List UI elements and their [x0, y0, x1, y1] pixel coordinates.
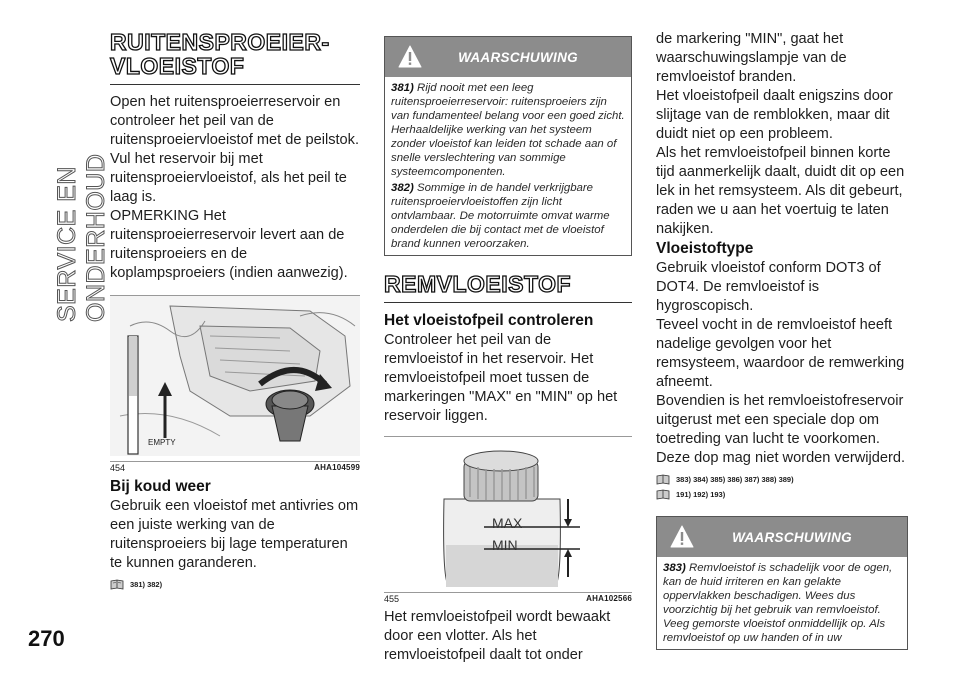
figure-454: [110, 295, 360, 475]
book-icon: [656, 474, 670, 485]
paragraph: Bovendien is het remvloeistofreservoir uitgerust met een speciale dop om toetreding van lucht te voorkomen. Deze dop mag niet worden verwijderd.: [656, 393, 906, 466]
section-side-title-text: SERVICE EN ONDERHOUD: [53, 153, 110, 322]
warning-box: [384, 36, 632, 256]
figure-number: 455: [384, 594, 400, 604]
paragraph: Teveel vocht in de remvloeistof heeft nadelige gevolgen voor het remsysteem, waardoor de remwerking afneemt.: [656, 317, 905, 390]
figure-455: [384, 436, 632, 606]
min-label: MIN: [492, 537, 518, 553]
washer-reservoir-illustration: [110, 296, 360, 456]
paragraph: Gebruik vloeistof conform DOT3 of DOT4. De remvloeistof is hygroscopisch.: [656, 260, 881, 314]
warning-triangle-icon: [397, 44, 423, 70]
empty-label: EMPTY: [148, 438, 176, 447]
heading-rule: [110, 84, 360, 85]
warning-header: [657, 517, 907, 557]
section-heading-ruitensproeiervloeistof: [110, 30, 360, 78]
warning-references: [656, 474, 908, 485]
warning-references: [110, 579, 360, 590]
reference-numbers: 381) 382): [130, 580, 163, 589]
page-number: 270: [28, 626, 65, 651]
column-2: [384, 36, 632, 665]
sub-heading-fluid-type: Vloeistoftype: [656, 240, 754, 257]
paragraph: Het remvloeistofpeil wordt bewaakt door een vlotter. Als het remvloeistofpeil daalt tot onder: [384, 609, 611, 663]
sub-heading-check-level: Het vloeistofpeil controleren: [384, 312, 594, 329]
figure-code: AHA102566: [586, 594, 632, 603]
warning-box: [656, 516, 908, 650]
warning-item-text: Rijd nooit met een leeg ruitensproeierreservoir: ruitensproeiers zijn van fundamenteel belang voor een goed zicht. Herhaaldelijke werking van het systeem zonder vloeistof kan leiden tot schade aan of snelle verslechtering van sommige systeemcomponenten.: [391, 82, 625, 178]
brake-fluid-reservoir-illustration: [384, 437, 632, 587]
warning-item-text: Remvloeistof is schadelijk voor de ogen, kan de huid irriteren en kan gelakte oppervlakken beschadigen. Wees dus voorzichtig bij het gebruik van remvloeistof. Veeg gemorste vloeistof onmiddellijk op. Als remvloeistof op uw handen of in uw: [663, 562, 893, 644]
paragraph: Controleer het peil van de remvloeistof in het reservoir. Het remvloeistofpeil moet tussen de markeringen "MAX" en "MIN" op het reservoir liggen.: [384, 332, 618, 424]
figure-caption: [384, 592, 632, 606]
warning-body: [385, 77, 631, 255]
sub-heading-cold-weather: Bij koud weer: [110, 478, 211, 495]
figure-code: AHA104599: [314, 463, 360, 472]
paragraph: de markering "MIN", gaat het waarschuwingslampje van de remvloeistof branden.: [656, 31, 847, 85]
warning-item-text: Sommige in de handel verkrijgbare ruitensproeiervloeistoffen zijn licht ontvlambaar. De motorruimte omvat warme onderdelen die bij contact met de vloeistof brand kunnen veroorzaken.: [391, 182, 610, 250]
warning-item: [391, 81, 625, 179]
book-icon: [110, 579, 124, 590]
figure-number: 454: [110, 463, 126, 473]
paragraph: Als het remvloeistofpeil binnen korte tijd aanmerkelijk daalt, duidt dit op een lek in het remsysteem. Als dit gebeurt, raden we u aan het voertuig te laten nakijken.: [656, 145, 905, 237]
max-label: MAX: [492, 515, 523, 531]
reference-numbers: 191) 192) 193): [676, 490, 726, 499]
warning-title: WAARSCHUWING: [458, 49, 578, 65]
section-side-title: [53, 22, 110, 322]
figure-caption: [110, 461, 360, 475]
paragraph: Het vloeistofpeil daalt enigszins door slijtage van de remblokken, maar dit duidt niet op een probleem.: [656, 88, 893, 142]
column-1: [110, 30, 360, 590]
reference-numbers: 383) 384) 385) 386) 387) 388) 389): [676, 475, 794, 484]
column-3: [656, 30, 908, 650]
heading-rule: [384, 302, 632, 303]
paragraph: Gebruik een vloeistof met antivries om een juiste werking van de ruitensproeiers bij lage temperaturen te kunnen garanderen.: [110, 498, 359, 571]
caution-references: [656, 489, 908, 500]
heading-line-2: VLOEISTOF: [110, 53, 245, 79]
warning-triangle-icon: [669, 524, 695, 550]
warning-header: [385, 37, 631, 77]
warning-body: [657, 557, 907, 649]
paragraph-note: OPMERKING Het ruitensproeierreservoir levert aan de ruitensproeiers en de koplampsproeiers (indien aanwezig).: [110, 208, 348, 281]
warning-title: WAARSCHUWING: [732, 529, 852, 545]
warning-item-number: 381): [391, 82, 414, 94]
heading-line-1: RUITENSPROEIER-: [110, 29, 330, 55]
warning-item-number: 382): [391, 182, 414, 194]
book-icon: [656, 489, 670, 500]
paragraph: Open het ruitensproeierreservoir en controleer het peil van de ruitensproeiervloeistof met de peilstok. Vul het reservoir bij met ruitensproeiervloeistof, als het peil te laag is.: [110, 94, 360, 205]
section-heading-remvloeistof: REMVLOEISTOF: [384, 271, 572, 297]
warning-item-number: 383): [663, 562, 686, 574]
warning-item: [391, 181, 625, 251]
